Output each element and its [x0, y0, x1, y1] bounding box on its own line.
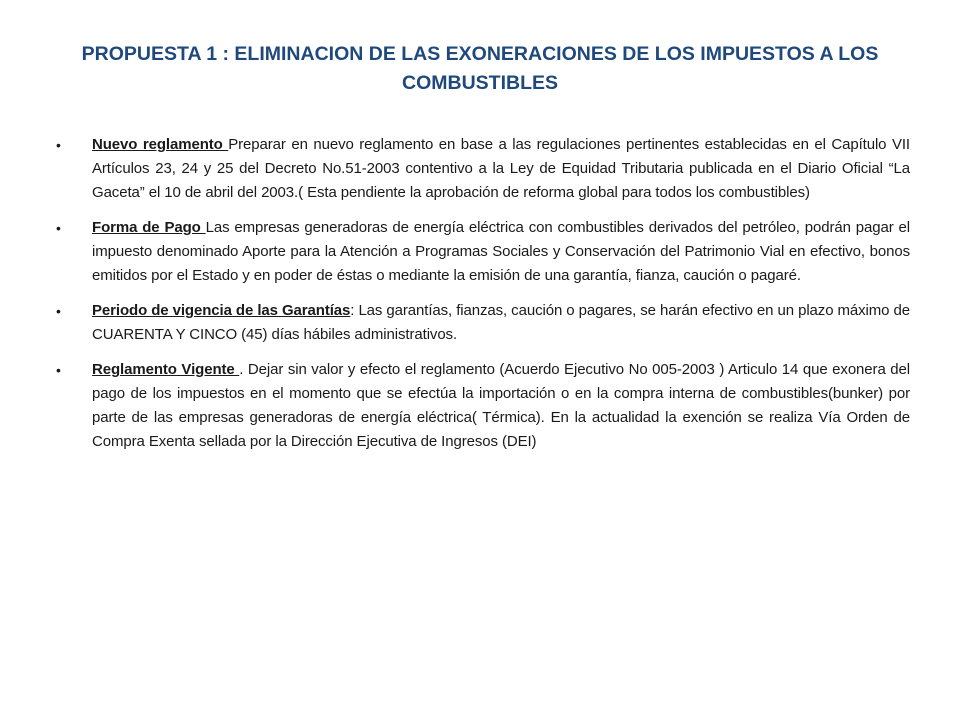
bullet-text: Preparar en nuevo reglamento en base a las regulaciones pertinentes establecidas en el Capítulo VII Artículos 23, 24 y 25 del Decreto No.51-2003 contentivo a la Ley de Equidad Tributaria publicada en el Diario Oficial “La Gaceta” el 10 de abril del 2003.( Esta pendiente la aprobación de reforma global para todos los combustibles): [92, 136, 910, 201]
bullet-text: Las empresas generadoras de energía eléctrica con combustibles derivados del petróleo, podrán pagar el impuesto denominado Aporte para la Atención a Programas Sociales y Conservación del Patrimonio Vial en efectivo, bonos emitidos por el Estado y en poder de éstas o mediante la emisión de una garantía, fianza, caución o pagaré.: [92, 219, 910, 284]
bullet-list: [56, 133, 910, 465]
bullet-item-reglamento-vigente: [56, 358, 910, 454]
bullet-icon: •: [56, 220, 61, 236]
bullet-icon: •: [56, 137, 61, 153]
bullet-text: Las garantías, fianzas, caución o pagares, se harán efectivo en un plazo máximo de CUARENTA Y CINCO (45) días hábiles administrativos.: [92, 302, 910, 343]
slide-title: PROPUESTA 1 : ELIMINACION DE LAS EXONERACIONES DE LOS IMPUESTOS A LOS COMBUSTIBLES: [81, 43, 879, 94]
bullet-icon: •: [56, 303, 61, 319]
bullet-lead: Forma de Pago: [92, 219, 206, 236]
bullet-icon: •: [56, 362, 61, 378]
bullet-lead: Nuevo reglamento: [92, 136, 229, 153]
bullet-text: Dejar sin valor y efecto el reglamento (Acuerdo Ejecutivo No 005-2003 ) Articulo 14 que exonera del pago de los impuestos en el momento que se efectúa la importación o en la compra interna de combustibles(bunker) por parte de las empresas generadoras de energía eléctrica( Térmica). En la actualidad la exención se realiza Vía Orden de Compra Exenta sellada por la Dirección Ejecutiva de Ingresos (DEI): [92, 361, 910, 450]
bullet-lead: Reglamento Vigente: [92, 361, 240, 378]
bullet-item-periodo-de-vigencia: [56, 299, 910, 347]
bullet-item-nuevo-reglamento: [56, 133, 910, 205]
bullet-lead: Periodo de vigencia de las Garantías: [92, 302, 351, 319]
bullet-separator: .: [239, 361, 248, 378]
bullet-item-forma-de-pago: [56, 216, 910, 288]
bullet-separator: :: [350, 302, 359, 319]
